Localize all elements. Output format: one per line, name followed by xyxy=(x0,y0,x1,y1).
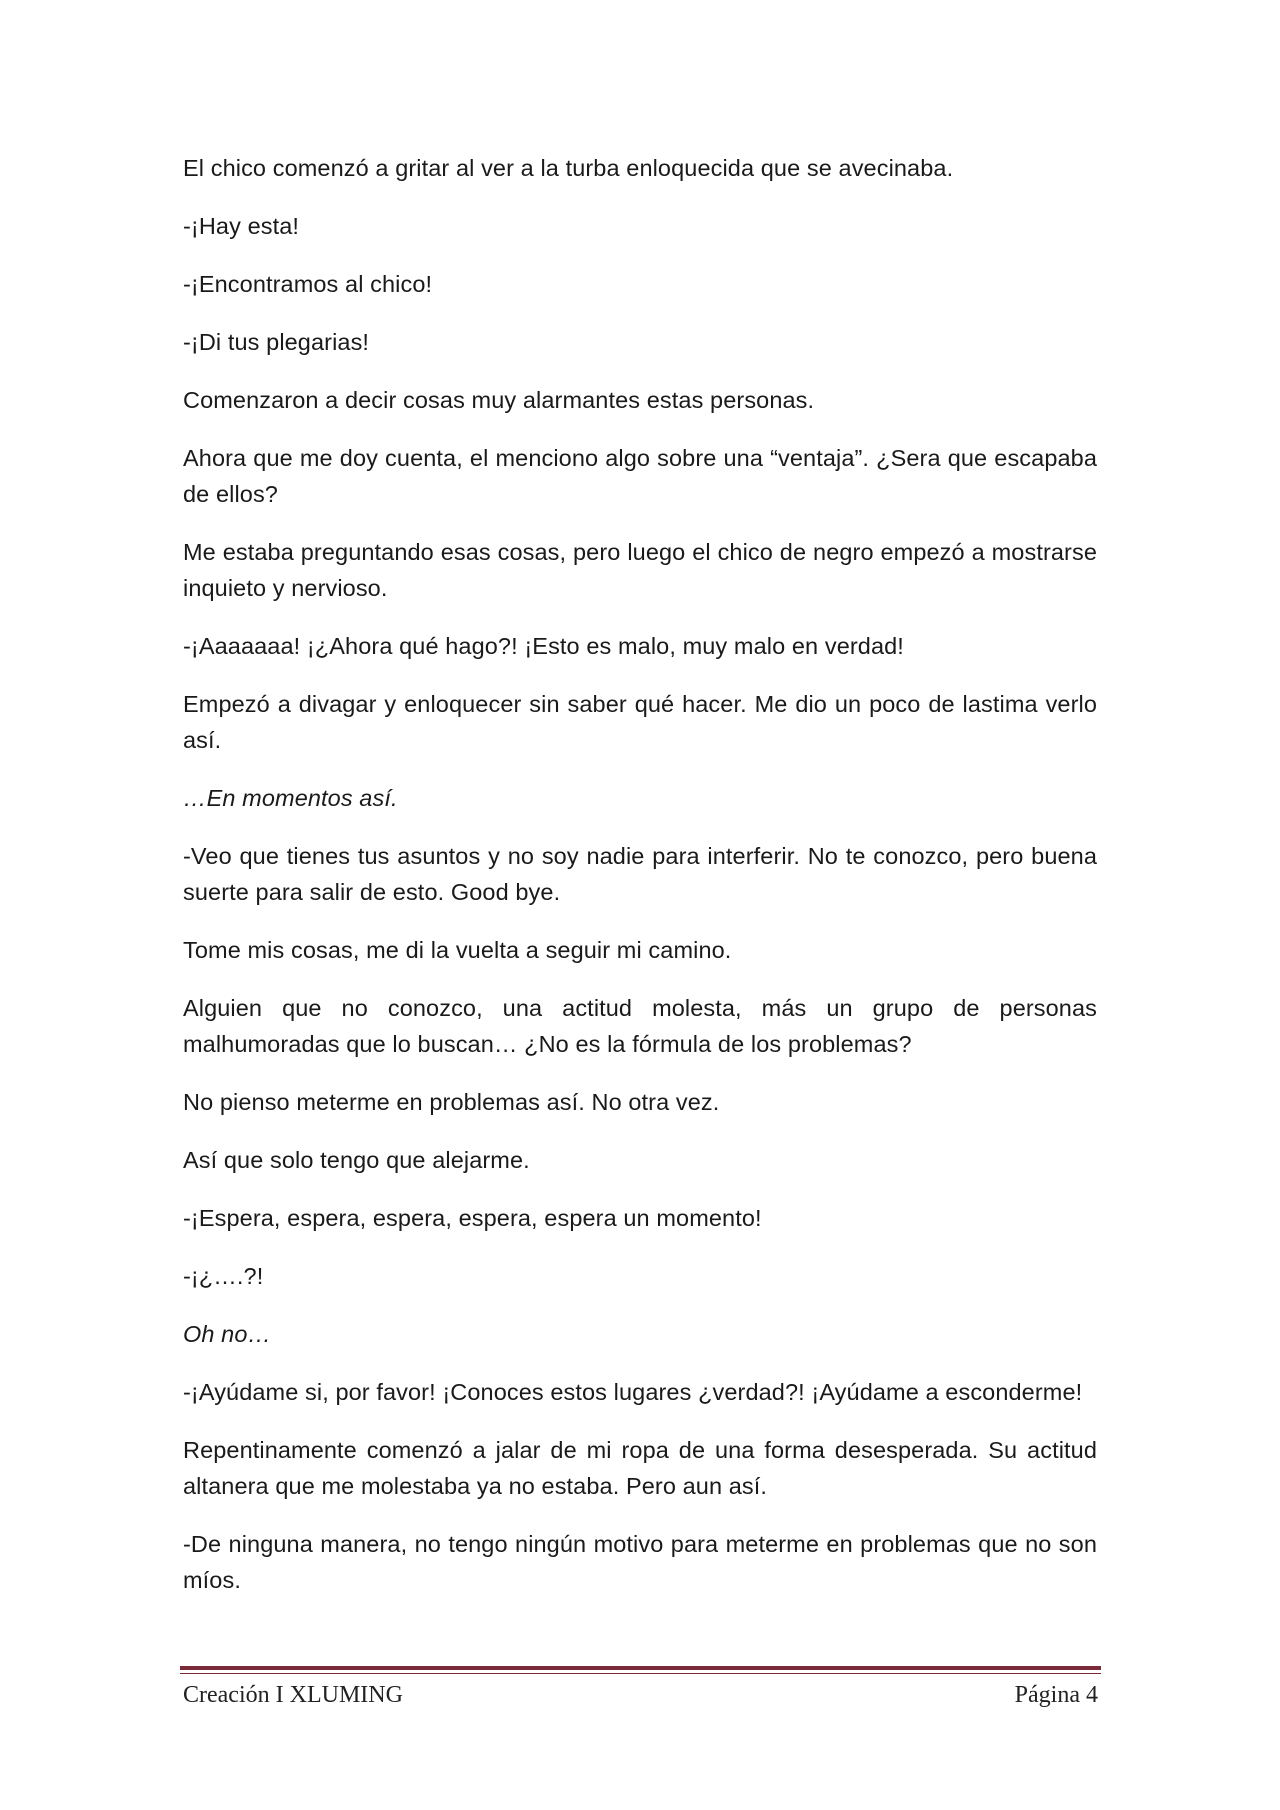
page-number: Página 4 xyxy=(1014,1682,1098,1708)
paragraph: Ahora que me doy cuenta, el menciono algo sobre una “ventaja”. ¿Sera que escapaba de ellos? xyxy=(183,445,1097,507)
paragraph: Alguien que no conozco, una actitud molesta, más un grupo de personas malhumoradas que lo buscan… ¿No es la fórmula de los problemas? xyxy=(183,995,1097,1057)
paragraph: Así que solo tengo que alejarme. xyxy=(183,1147,530,1173)
paragraph: -Veo que tienes tus asuntos y no soy nadie para interferir. No te conozco, pero buena suerte para salir de esto. Good bye. xyxy=(183,843,1097,905)
paragraph: -De ninguna manera, no tengo ningún motivo para meterme en problemas que no son míos. xyxy=(183,1531,1097,1593)
paragraph: Comenzaron a decir cosas muy alarmantes estas personas. xyxy=(183,387,815,413)
paragraph: -¡Aaaaaaa! ¡¿Ahora qué hago?! ¡Esto es malo, muy malo en verdad! xyxy=(183,633,904,659)
footer-row xyxy=(180,1682,1101,1709)
paragraph: Oh no… xyxy=(183,1321,272,1347)
paragraph: -¡¿….?! xyxy=(183,1263,264,1289)
paragraph: Me estaba preguntando esas cosas, pero luego el chico de negro empezó a mostrarse inquieto y nervioso. xyxy=(183,539,1097,601)
paragraph: Repentinamente comenzó a jalar de mi ropa de una forma desesperada. Su actitud altanera que me molestaba ya no estaba. Pero aun así. xyxy=(183,1437,1097,1499)
paragraph: -¡Hay esta! xyxy=(183,213,300,239)
page-body xyxy=(183,150,1097,1620)
paragraph: -¡Espera, espera, espera, espera, espera un momento! xyxy=(183,1205,762,1231)
page-footer xyxy=(180,1666,1101,1709)
paragraph: El chico comenzó a gritar al ver a la turba enloquecida que se avecinaba. xyxy=(183,155,954,181)
paragraph: -¡Encontramos al chico! xyxy=(183,271,433,297)
footer-credit: Creación I XLUMING xyxy=(183,1682,403,1708)
footer-rule xyxy=(180,1666,1101,1670)
paragraph: Tome mis cosas, me di la vuelta a seguir mi camino. xyxy=(183,937,732,963)
paragraph: -¡Ayúdame si, por favor! ¡Conoces estos lugares ¿verdad?! ¡Ayúdame a esconderme! xyxy=(183,1379,1083,1405)
paragraph: -¡Di tus plegarias! xyxy=(183,329,370,355)
paragraph: Empezó a divagar y enloquecer sin saber qué hacer. Me dio un poco de lastima verlo así. xyxy=(183,691,1097,753)
paragraph: …En momentos así. xyxy=(183,785,398,811)
paragraph: No pienso meterme en problemas así. No otra vez. xyxy=(183,1089,720,1115)
